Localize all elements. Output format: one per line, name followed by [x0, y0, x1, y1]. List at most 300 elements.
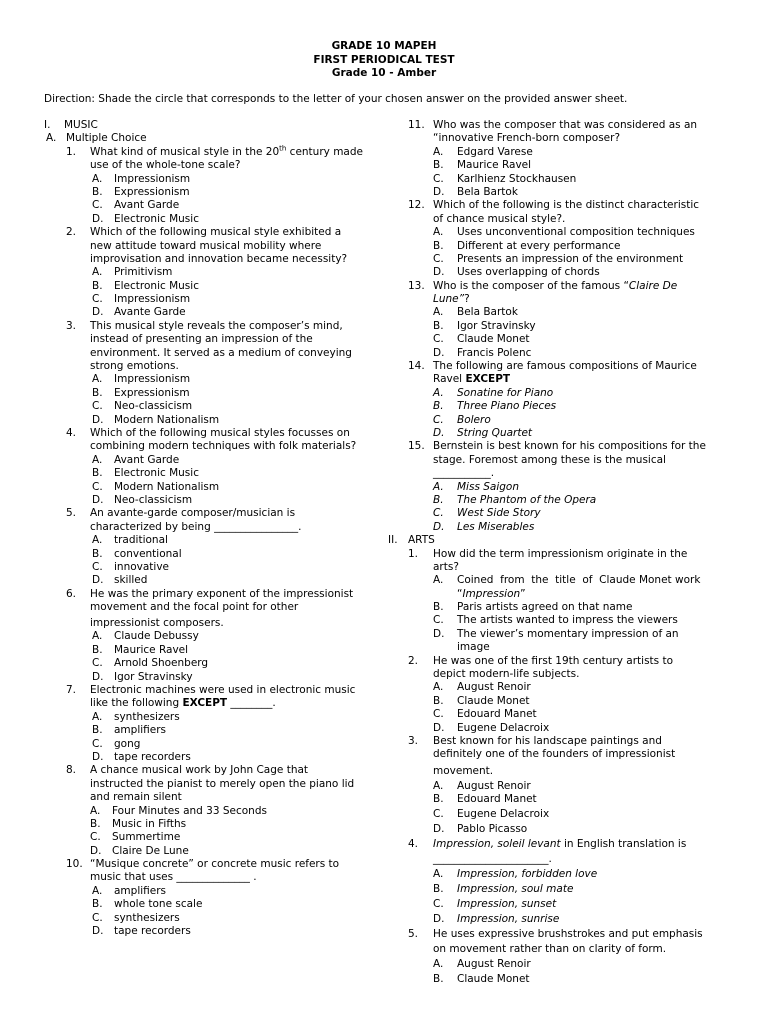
- question-line: [44, 333, 384, 346]
- option-text: Francis Polenc: [457, 346, 532, 359]
- option-b: [388, 973, 723, 988]
- question-arts-1: [388, 548, 723, 655]
- option-text: Impressionism: [114, 293, 191, 306]
- option-a: [388, 574, 723, 587]
- option-letter: A.: [92, 373, 103, 386]
- question-text: [90, 146, 363, 159]
- option-b: [388, 883, 723, 898]
- question-line: [44, 684, 384, 697]
- option-letter: D.: [92, 750, 104, 763]
- question-text: Which of the following is the distinct characteristic: [433, 199, 700, 212]
- question-line: [388, 748, 723, 761]
- option-text: Maurice Ravel: [457, 159, 532, 172]
- subsection-multiple-choice: [44, 132, 384, 145]
- option-b: [44, 280, 384, 293]
- option-text: Uses overlapping of chords: [457, 266, 600, 279]
- option-letter: A.: [92, 172, 103, 185]
- question-text: The following are famous compositions of Maurice: [433, 360, 697, 373]
- question-text: [433, 280, 677, 293]
- question-text: Best known for his landscape paintings and: [433, 734, 662, 747]
- option-c: [44, 657, 384, 670]
- question-line: [388, 280, 723, 293]
- option-text: The Phantom of the Opera: [457, 493, 597, 506]
- question-text: A chance musical work by John Cage that: [90, 764, 309, 777]
- title-italic: Claire De: [628, 279, 678, 292]
- question-text: How did the term impressionism originate in the: [433, 547, 688, 560]
- option-d: [388, 628, 723, 641]
- option-text: Eugene Delacroix: [457, 721, 550, 734]
- question-line: [44, 521, 384, 534]
- option-d: [44, 414, 384, 427]
- right-column: [388, 119, 723, 988]
- question-line: [388, 548, 723, 561]
- question-line: [388, 838, 723, 853]
- section-marker: II.: [388, 534, 398, 547]
- question-text: [433, 293, 470, 306]
- option-letter: B.: [92, 547, 103, 560]
- question-line: [388, 454, 723, 467]
- option-letter: D.: [433, 822, 445, 835]
- option-b: [388, 793, 723, 808]
- option-text: Electronic Music: [114, 279, 199, 292]
- option-c: [44, 912, 384, 925]
- option-a: [388, 226, 723, 239]
- subsection-title: Multiple Choice: [66, 132, 147, 145]
- question-text: on movement rather than on clarity of form.: [433, 942, 667, 955]
- question-line: [44, 320, 384, 333]
- option-letter: A.: [433, 681, 444, 694]
- option-letter: B.: [433, 400, 444, 413]
- option-text: synthesizers: [114, 710, 180, 723]
- option-text: traditional: [114, 534, 168, 547]
- option-letter: A.: [92, 453, 103, 466]
- option-d: [44, 925, 384, 938]
- option-b: [44, 548, 384, 561]
- option-letter: A.: [92, 266, 103, 279]
- question-text: He uses expressive brushstrokes and put emphasis: [433, 927, 703, 940]
- question-line: [388, 213, 723, 226]
- option-text: Impressionism: [114, 172, 191, 185]
- option-text: Claude Monet: [457, 333, 530, 346]
- option-letter: B.: [90, 817, 101, 830]
- option-d: [44, 213, 384, 226]
- option-b: [44, 387, 384, 400]
- option-text: Claude Monet: [457, 694, 530, 707]
- option-a: [44, 173, 384, 186]
- option-text: conventional: [114, 547, 182, 560]
- option-text: tape recorders: [114, 750, 191, 763]
- option-letter: C.: [92, 480, 103, 493]
- option-letter: D.: [433, 346, 445, 359]
- option-letter: C.: [92, 560, 103, 573]
- option-letter: B.: [433, 601, 444, 614]
- option-text: image: [457, 641, 490, 654]
- option-c: [388, 507, 723, 520]
- option-text: Igor Stravinsky: [114, 670, 193, 683]
- option-text: Claire De Lune: [112, 844, 189, 857]
- option-letter: C.: [433, 507, 444, 520]
- section-marker: I.: [44, 119, 51, 131]
- option-a-continued: [388, 588, 723, 601]
- option-text: Sonatine for Piano: [457, 386, 554, 399]
- option-letter: B.: [92, 279, 103, 292]
- title-italic: Impression: [462, 587, 521, 600]
- option-c: [44, 481, 384, 494]
- question-text: of chance musical style?.: [433, 212, 566, 225]
- question-text: impressionist composers.: [90, 617, 224, 630]
- option-text: Neo-classicism: [114, 400, 193, 413]
- option-letter: C.: [433, 172, 444, 185]
- option-text: Edouard Manet: [457, 792, 537, 805]
- option-text: Paris artists agreed on that name: [457, 601, 633, 614]
- question-text: environment. It served as a medium of conveying: [90, 346, 352, 359]
- option-a: [388, 481, 723, 494]
- option-a: [388, 681, 723, 694]
- question-text: combining modern techniques with folk materials?: [90, 440, 357, 453]
- option-c: [44, 831, 384, 844]
- question-number: 3.: [408, 734, 419, 747]
- question-text: Which of the following musical style exhibited a: [90, 226, 342, 239]
- option-letter: D.: [433, 426, 445, 439]
- option-letter: C.: [433, 333, 444, 346]
- option-text: Arnold Shoenberg: [114, 657, 209, 670]
- option-letter: C.: [92, 400, 103, 413]
- question-text: instructed the pianist to merely open the piano lid: [90, 777, 355, 790]
- question-text: ______________________.: [433, 852, 552, 865]
- option-letter: A.: [433, 957, 444, 970]
- option-letter: B.: [433, 159, 444, 172]
- question-line: [44, 347, 384, 360]
- option-text: Impressionism: [114, 373, 191, 386]
- option-letter: C.: [92, 737, 103, 750]
- option-b: [388, 695, 723, 708]
- option-text: Modern Nationalism: [114, 480, 220, 493]
- option-letter: D.: [92, 574, 104, 587]
- except-keyword: EXCEPT: [465, 373, 511, 386]
- option-text: August Renoir: [457, 681, 531, 694]
- option-letter: C.: [433, 614, 444, 627]
- question-line: [388, 668, 723, 681]
- option-text: Electronic Music: [114, 467, 199, 480]
- question-number: 1.: [66, 145, 77, 158]
- question-text-part: Ravel: [433, 373, 466, 386]
- option-letter: D.: [92, 670, 104, 683]
- option-text: Les Miserables: [457, 520, 535, 533]
- option-letter: A.: [92, 710, 103, 723]
- option-letter: C.: [90, 831, 101, 844]
- option-letter: B.: [433, 493, 444, 506]
- question-music-11: [388, 119, 723, 199]
- option-letter: B.: [433, 319, 444, 332]
- question-music-14: [388, 360, 723, 440]
- option-letter: B.: [92, 643, 103, 656]
- option-a: [388, 306, 723, 319]
- option-letter: D.: [433, 721, 445, 734]
- option-text: Karlhienz Stockhausen: [457, 172, 577, 185]
- option-letter: B.: [92, 724, 103, 737]
- question-line: [388, 762, 723, 778]
- question-line: [388, 655, 723, 668]
- option-letter: C.: [92, 657, 103, 670]
- question-line: [44, 226, 384, 239]
- question-text: depict modern-life subjects.: [433, 668, 580, 681]
- question-music-9: [44, 764, 384, 858]
- question-arts-2: [388, 655, 723, 735]
- option-text: Coined from the title of Claude Monet work: [457, 574, 701, 587]
- option-letter: D.: [433, 266, 445, 279]
- option-b: [388, 601, 723, 614]
- option-text: Expressionism: [114, 185, 190, 198]
- option-letter: C.: [433, 252, 444, 265]
- question-line: [44, 240, 384, 253]
- option-a: [44, 373, 384, 386]
- question-line: [388, 561, 723, 574]
- question-text: and remain silent: [90, 791, 182, 804]
- question-text: movement.: [433, 764, 494, 777]
- option-letter: A.: [433, 779, 444, 792]
- option-letter: A.: [433, 574, 444, 587]
- option-d: [44, 751, 384, 764]
- option-letter: A.: [433, 386, 444, 399]
- option-letter: B.: [92, 467, 103, 480]
- option-text: Four Minutes and 33 Seconds: [112, 804, 267, 817]
- subsection-marker: A.: [46, 132, 57, 145]
- option-d: [388, 347, 723, 360]
- option-c: [44, 400, 384, 413]
- option-text: Eugene Delacroix: [457, 807, 550, 820]
- question-text: [433, 838, 686, 851]
- option-b: [44, 186, 384, 199]
- question-text: ___________.: [433, 467, 495, 480]
- option-letter: A.: [433, 480, 444, 493]
- question-line: [388, 440, 723, 453]
- option-d: [388, 823, 723, 838]
- option-letter: D.: [92, 493, 104, 506]
- question-music-1: [44, 146, 384, 226]
- question-music-13: [388, 280, 723, 360]
- question-text: improvisation and innovation became necessity?: [90, 252, 348, 265]
- question-music-8: [44, 684, 384, 764]
- question-line: [388, 928, 723, 943]
- direction-text: Direction: Shade the circle that corresponds to the letter of your chosen answer on the provided answer sheet.: [44, 93, 628, 105]
- question-text: strong emotions.: [90, 360, 179, 373]
- option-d: [44, 574, 384, 587]
- question-number: 1.: [408, 547, 419, 560]
- option-a: [388, 778, 723, 793]
- question-line: [44, 146, 384, 159]
- question-number: 4.: [408, 837, 419, 850]
- option-text: August Renoir: [457, 957, 531, 970]
- question-line: [44, 440, 384, 453]
- option-text: Avante Garde: [114, 306, 186, 319]
- option-text: amplifiers: [114, 724, 167, 737]
- question-number: 4.: [66, 426, 77, 439]
- option-a: [44, 885, 384, 898]
- option-c: [388, 253, 723, 266]
- section-title: MUSIC: [64, 119, 98, 131]
- option-c: [44, 293, 384, 306]
- option-b: [388, 240, 723, 253]
- option-c: [388, 414, 723, 427]
- question-text: Who was the composer that was considered as an: [433, 119, 698, 131]
- option-b: [44, 644, 384, 657]
- option-text: Pablo Picasso: [457, 822, 528, 835]
- option-letter: B.: [92, 898, 103, 911]
- question-line: [44, 159, 384, 172]
- question-music-15: [388, 440, 723, 534]
- question-text: music that uses ______________ .: [90, 871, 257, 884]
- option-letter: D.: [92, 925, 104, 938]
- option-letter: C.: [92, 293, 103, 306]
- option-c: [44, 561, 384, 574]
- question-text: stage. Foremost among these is the musical: [433, 453, 666, 466]
- option-c: [44, 199, 384, 212]
- question-text: “Musique concrete” or concrete music refers to: [90, 858, 340, 871]
- option-d: [44, 306, 384, 319]
- option-letter: B.: [433, 882, 444, 895]
- option-letter: C.: [433, 413, 444, 426]
- option-letter: C.: [433, 708, 444, 721]
- question-number: 6.: [66, 587, 77, 600]
- header-line-1: GRADE 10 MAPEH: [331, 40, 437, 52]
- question-text: arts?: [433, 560, 459, 573]
- question-line: [388, 199, 723, 212]
- question-text: Which of the following musical styles focusses on: [90, 426, 350, 439]
- question-text-part: century made: [286, 145, 363, 158]
- question-text: use of the whole-tone scale?: [90, 159, 241, 172]
- option-text: [457, 588, 526, 601]
- option-d: [388, 722, 723, 735]
- option-text: Three Piano Pieces: [457, 400, 557, 413]
- question-number: 7.: [66, 684, 77, 697]
- option-text: String Quartet: [457, 426, 533, 439]
- option-text: amplifiers: [114, 884, 167, 897]
- question-music-2: [44, 226, 384, 320]
- option-c: [44, 738, 384, 751]
- question-line: [44, 507, 384, 520]
- section-title: ARTS: [408, 534, 435, 547]
- question-number: 5.: [408, 927, 419, 940]
- option-a: [44, 711, 384, 724]
- question-number: 3.: [66, 319, 77, 332]
- option-text: Uses unconventional composition techniques: [457, 226, 695, 239]
- header-line-2: FIRST PERIODICAL TEST: [313, 53, 455, 66]
- question-number: 10.: [66, 858, 83, 871]
- option-b: [44, 818, 384, 831]
- option-text: Miss Saigon: [457, 480, 520, 493]
- question-number: 2.: [408, 654, 419, 667]
- option-text: skilled: [114, 574, 148, 587]
- option-b: [388, 400, 723, 413]
- question-line: [44, 253, 384, 266]
- option-c: [388, 173, 723, 186]
- question-text-part: What kind of musical style in the 20: [90, 145, 280, 158]
- option-letter: A.: [92, 630, 103, 643]
- test-header: [0, 40, 768, 81]
- option-c: [388, 898, 723, 913]
- option-text: Expressionism: [114, 386, 190, 399]
- left-column: [44, 119, 384, 938]
- option-c: [388, 333, 723, 346]
- question-line: [388, 360, 723, 373]
- option-d: [388, 427, 723, 440]
- option-letter: D.: [90, 844, 102, 857]
- option-letter: A.: [92, 884, 103, 897]
- question-text: He was the primary exponent of the impressionist: [90, 587, 354, 600]
- option-letter: C.: [92, 911, 103, 924]
- question-number: 13.: [408, 279, 425, 292]
- option-text: The viewer’s momentary impression of an: [457, 627, 679, 640]
- option-b: [388, 159, 723, 172]
- question-text-part: like the following: [90, 697, 183, 710]
- question-line: [44, 764, 384, 777]
- option-text: Neo-classicism: [114, 493, 193, 506]
- question-line: [44, 778, 384, 791]
- option-d-continued: [388, 641, 723, 654]
- option-text: innovative: [114, 560, 170, 573]
- question-line: [44, 858, 384, 871]
- option-text: Bela Bartok: [457, 185, 518, 198]
- question-text: “innovative French-born composer?: [433, 132, 621, 145]
- option-text: Music in Fifths: [112, 817, 187, 830]
- option-letter: D.: [433, 627, 445, 640]
- option-d: [388, 266, 723, 279]
- option-text: August Renoir: [457, 779, 531, 792]
- question-line: [44, 871, 384, 884]
- option-b: [44, 724, 384, 737]
- question-text-part: in English translation is: [560, 837, 687, 850]
- option-c: [388, 708, 723, 721]
- question-music-4: [44, 427, 384, 507]
- option-a: [44, 630, 384, 643]
- question-text: new attitude toward musical mobility where: [90, 239, 322, 252]
- question-text-part: Who is the composer of the famous “: [433, 279, 629, 292]
- option-letter: A.: [433, 867, 444, 880]
- option-text: Impression, soul mate: [457, 882, 574, 895]
- option-letter: D.: [433, 520, 445, 533]
- question-text: movement and the focal point for other: [90, 601, 299, 614]
- option-b: [44, 467, 384, 480]
- question-line: [388, 132, 723, 145]
- header-line-3: Grade 10 - Amber: [331, 67, 437, 79]
- option-text: Maurice Ravel: [114, 643, 189, 656]
- question-line: [388, 293, 723, 306]
- question-number: 12.: [408, 199, 425, 212]
- option-letter: B.: [433, 792, 444, 805]
- option-letter: D.: [433, 185, 445, 198]
- option-letter: A.: [92, 534, 103, 547]
- question-number: 2.: [66, 226, 77, 239]
- option-text: Summertime: [112, 831, 181, 844]
- option-letter: A.: [90, 804, 101, 817]
- question-music-6: [44, 588, 384, 684]
- question-line: [388, 853, 723, 868]
- option-text: Avant Garde: [114, 453, 180, 466]
- question-text: [433, 373, 510, 386]
- option-text: Primitivism: [114, 266, 173, 279]
- option-a: [44, 266, 384, 279]
- option-a: [388, 868, 723, 883]
- question-arts-4: [388, 838, 723, 928]
- option-text: Presents an impression of the environment: [457, 252, 684, 265]
- question-text: This musical style reveals the composer’s mind,: [90, 319, 343, 332]
- question-line: [388, 943, 723, 958]
- question-number: 15.: [408, 440, 425, 453]
- option-text-part: ”: [520, 587, 526, 600]
- option-text: Claude Monet: [457, 972, 530, 985]
- question-text: An avante-garde composer/musician is: [90, 507, 296, 520]
- option-text: The artists wanted to impress the viewers: [457, 614, 678, 627]
